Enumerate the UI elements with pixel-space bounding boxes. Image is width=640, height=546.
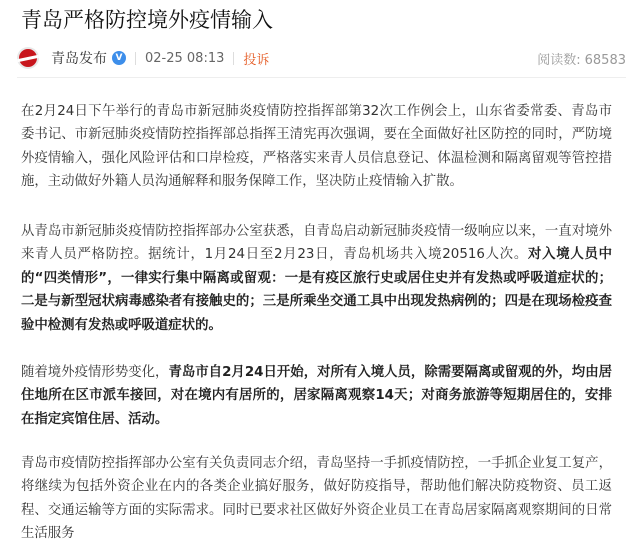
report-link[interactable]: 投诉 (243, 52, 270, 68)
paragraph-text: 随着境外疫情形势变化， (21, 365, 169, 380)
read-count (537, 49, 626, 68)
paragraph-3 (21, 361, 612, 431)
verified-icon: V (112, 51, 126, 65)
publish-time: 02-25 08:13 (145, 50, 225, 66)
paragraph-bold-text: 对入境人员中的“四类情形”，一律实行集中隔离或留观：一是有疫区旅行史或居住史并有发热或呼吸道症状的；二是与新型冠状病毒感染者有接触史的；三是所乘坐交通工具中出现发热病例的；四是在现场检疫查验中检测有发热或呼吸道症状的。 (21, 247, 612, 333)
read-count-label: 阅读数: (537, 52, 581, 68)
read-count-value: 68583 (584, 52, 626, 68)
paragraph-bold-text: 青岛市自2月24日开始，对所有入境人员，除需要隔离或留观的外，均由居住地所在区市派车接回，对在境内有居所的，居家隔离观察14天；对商务旅游等短期居住的，安排在指定宾馆住居、活动。 (21, 365, 613, 427)
author-name[interactable]: 青岛发布 (51, 51, 107, 67)
header-divider (17, 77, 626, 78)
paragraph-2 (21, 220, 612, 337)
article-meta (17, 46, 626, 70)
meta-divider (135, 52, 136, 65)
paragraph-1 (21, 100, 612, 194)
paragraph-text: 青岛市疫情防控指挥部办公室有关负责同志介绍，青岛坚持一手抓疫情防控，一手抓企业复工复产，将继续为包括外资企业在内的各类企业搞好服务，做好防疫指导，帮助他们解决防疫物资、员工返程、交通运输等方面的实际需求。同时已要求社区做好外资企业员工在青岛居家隔离观察期间的日常生活服务 (21, 456, 612, 542)
article-title: 青岛严格防控境外疫情输入 (21, 8, 273, 32)
meta-divider (233, 52, 234, 65)
paragraph-text: 从青岛市新冠肺炎疫情防控指挥部办公室获悉，自青岛启动新冠肺炎疫情一级响应以来，一直对境外来青人员严格防控。据统计，1月24日至2月23日，青岛机场共入境20516人次。 (21, 224, 612, 263)
paragraph-4 (21, 452, 612, 546)
paragraph-text: 在2月24日下午举行的青岛市新冠肺炎疫情防控指挥部第32次工作例会上，山东省委常委、青岛市委书记、市新冠肺炎疫情防控指挥部总指挥王清宪再次强调，要在全面做好社区防控的同时，严防境外疫情输入，强化风险评估和口岸检疫，严格落实来青人员信息登记、体温检测和隔离留观等管控措施，主动做好外籍人员沟通解释和服务保障工作，坚决防止疫情输入扩散。 (21, 104, 612, 190)
avatar[interactable] (17, 47, 39, 69)
